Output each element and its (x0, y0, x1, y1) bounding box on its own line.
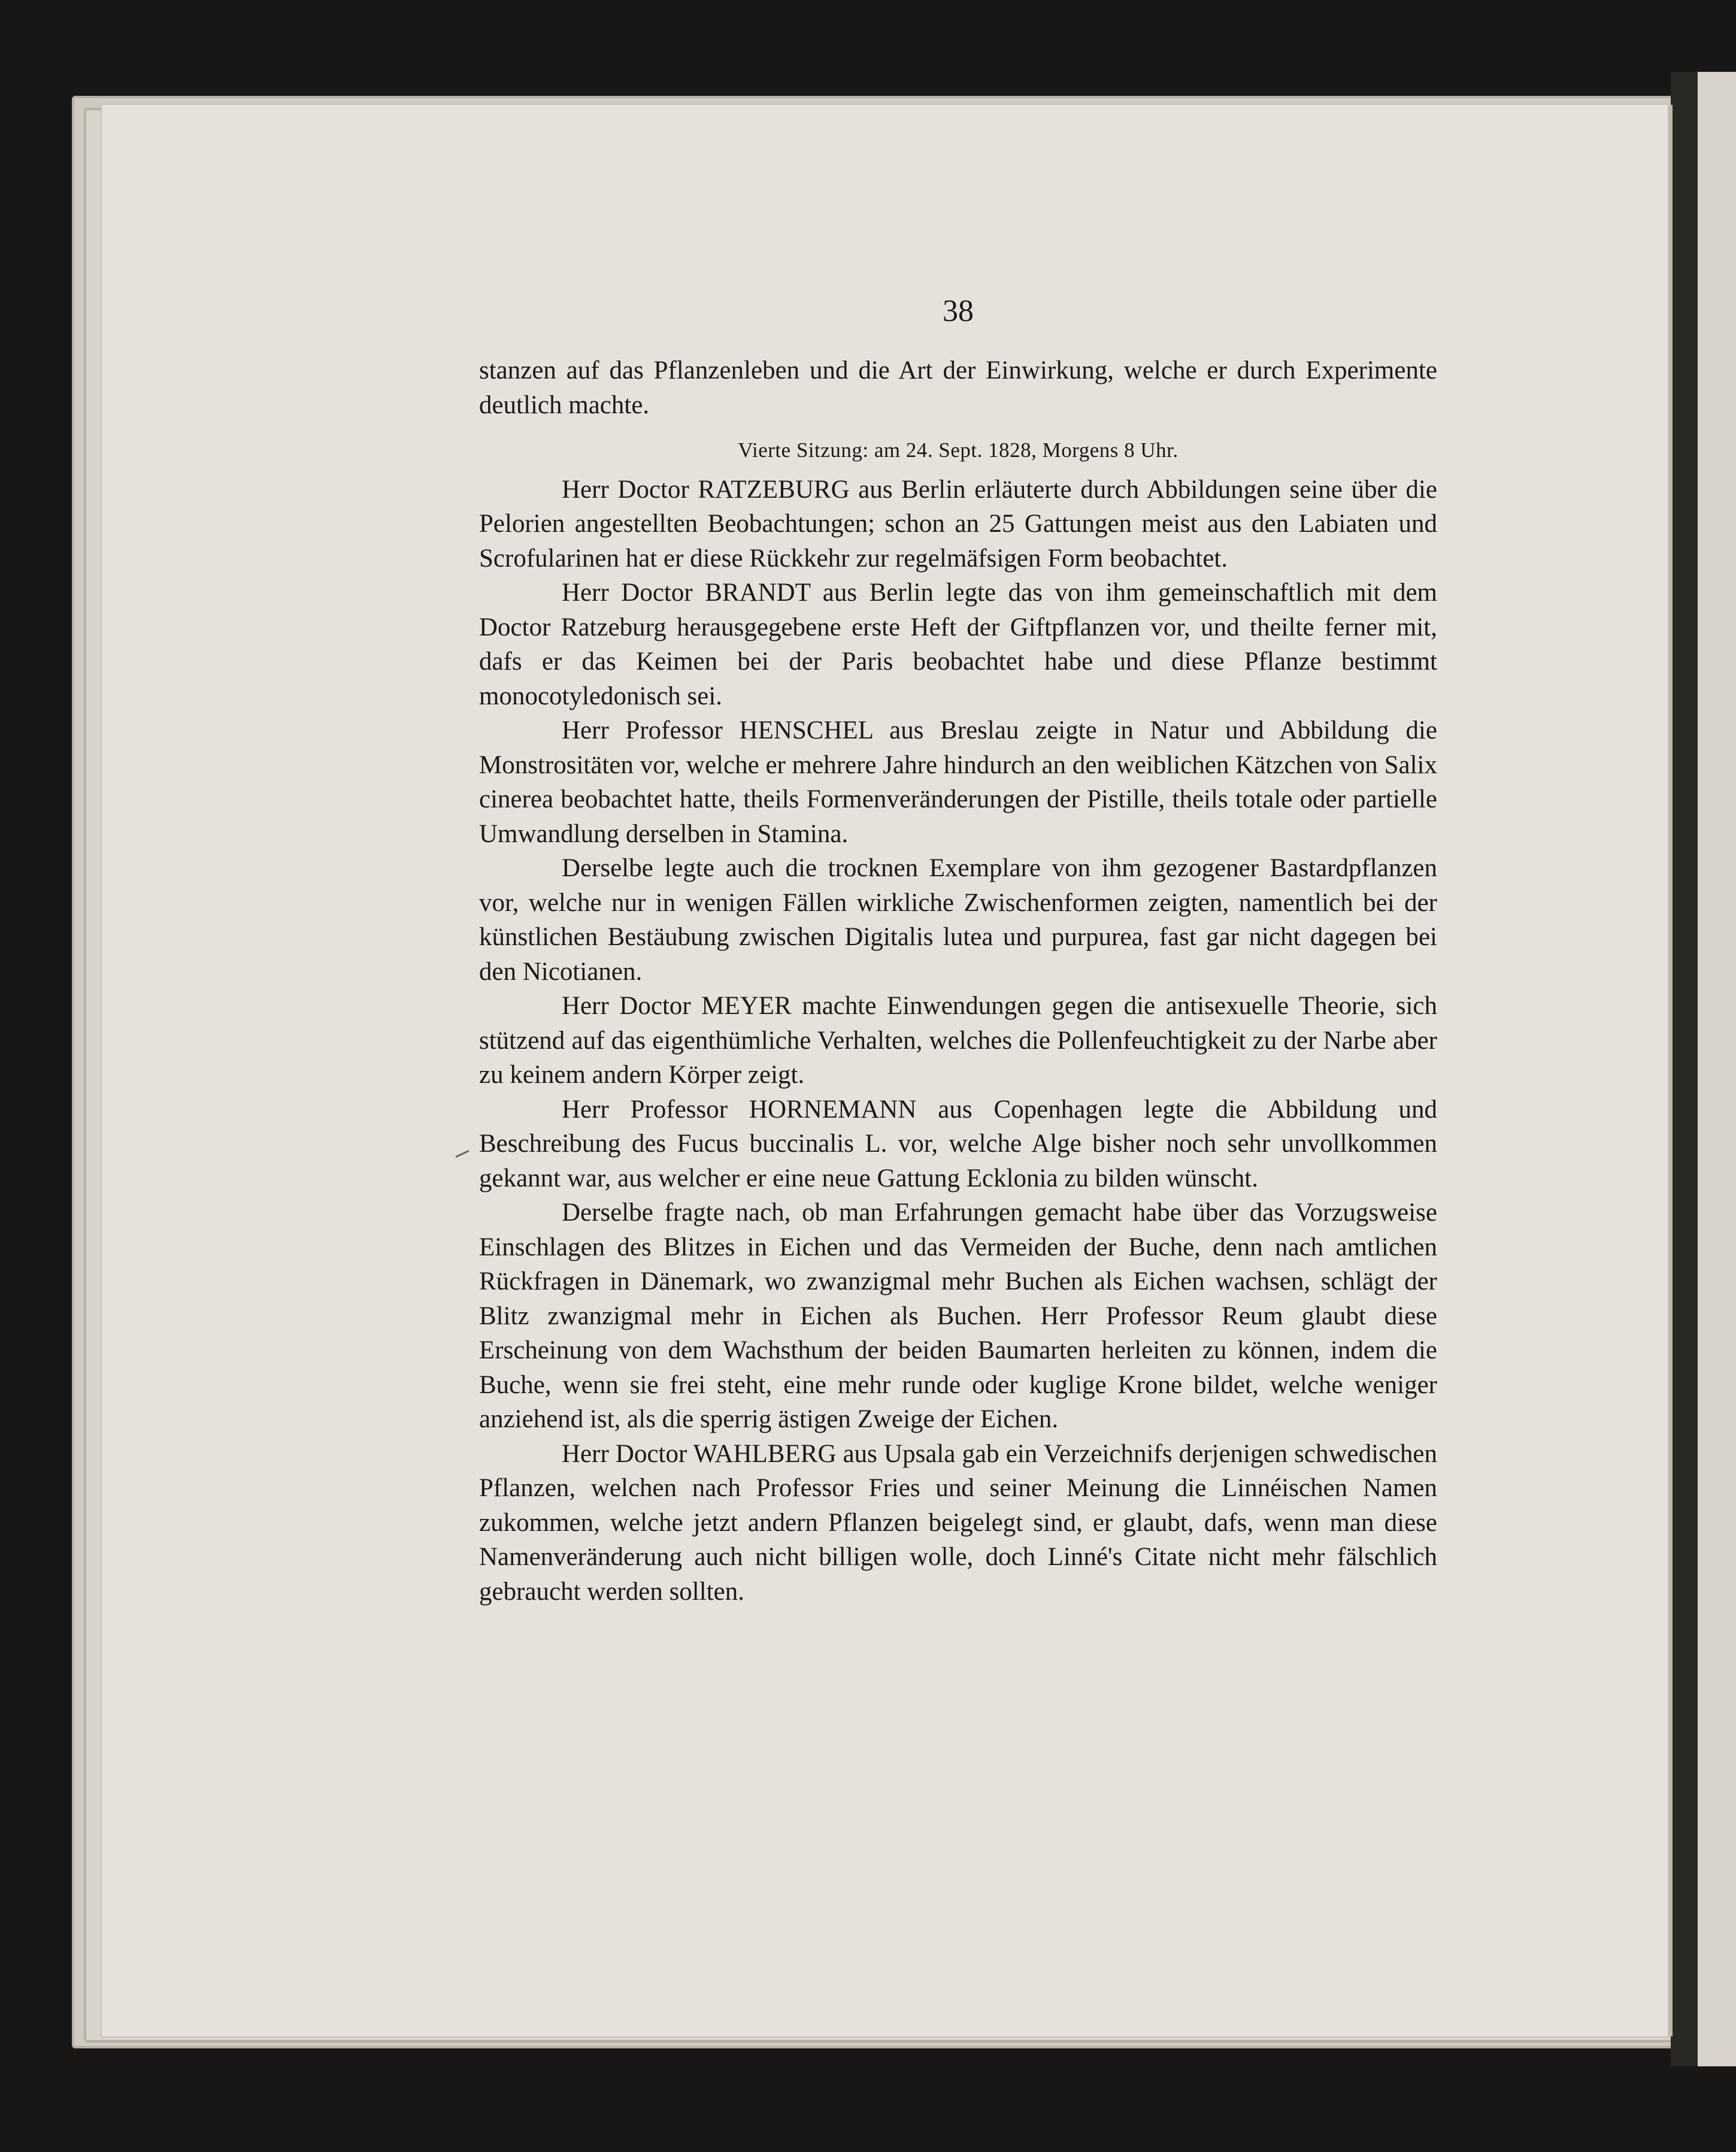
paragraph-wahlberg: Herr Doctor WAHLBERG aus Upsala gab ein Verzeichnifs derjenigen schwedischen Pflanzen, welchen nach Professor Fries und seiner Meinung die Linnéischen Namen zukommen, welche jetzt andern Pflanzen beigelegt sind, er glaubt, dafs, wenn man diese Namenveränderung auch nicht billigen wolle, doch Linné's Citate nicht mehr fälschlich gebraucht werden sollten. (479, 1439, 1437, 1606)
paragraph-hornemann-lightning: Derselbe fragte nach, ob man Erfahrungen gemacht habe über das Vorzugsweise Einschlagen des Blitzes in Eichen und das Vermeiden der Buche, denn nach amtlichen Rückfragen in Dänemark, wo zwanzigmal mehr Buchen als Eichen wachsen, schlägt der Blitz zwanzigmal mehr in Eichen als Buchen. Herr Professor Reum glaubt diese Erscheinung von dem Wachsthum der beiden Baumarten herleiten zu können, indem die Buche, wenn sie frei steht, eine mehr runde oder kuglige Krone bildet, welche weniger anziehend ist, als die sperrig ästigen Zweige der Eichen. (479, 1198, 1437, 1433)
paragraph-ratzeburg: Herr Doctor RATZEBURG aus Berlin erläuterte durch Abbildungen seine über die Pelorien angestellten Beobachtungen; schon an 25 Gattungen meist aus den Labiaten und Scrofularinen hat er diese Rückkehr zur regelmäfsigen Form beobachtet. (479, 475, 1437, 573)
facing-page-edge (1698, 72, 1736, 2066)
paragraph-meyer: Herr Doctor MEYER machte Einwendungen gegen die antisexuelle Theorie, sich stützend auf das eigenthümliche Verhalten, welches die Pollenfeuchtigkeit zu der Narbe aber zu keinem andern Körper zeigt. (479, 992, 1437, 1089)
paragraph-hornemann: Herr Professor HORNEMANN aus Copenhagen legte die Abbildung und Beschreibung des Fucus buccinalis L. vor, welche Alge bisher noch sehr unvollkommen gekannt war, aus welcher er eine neue Gattung Ecklonia zu bilden wünscht. (479, 1095, 1437, 1192)
gutter-shadow (1671, 72, 1698, 2066)
page-number: 38 (943, 294, 974, 328)
paragraph-brandt: Herr Doctor BRANDT aus Berlin legte das von ihm gemeinschaftlich mit dem Doctor Ratzeburg herausgegebene erste Heft der Giftpflanzen vor, und theilte ferner mit, dafs er das Keimen bei der Paris beobachtet habe und diese Pflanze bestimmt monocotyledonisch sei. (479, 579, 1437, 710)
paragraph-continuation: stanzen auf das Pflanzenleben und die Art der Einwirkung, welche er durch Experimente deutlich machte. (479, 356, 1437, 419)
session-heading: Vierte Sitzung: am 24. Sept. 1828, Morgens 8 Uhr. (738, 438, 1178, 462)
page-body (479, 353, 1437, 1609)
paragraph-henschel: Herr Professor HENSCHEL aus Breslau zeigte in Natur und Abbildung die Monstrositäten vor, welche er mehrere Jahre hindurch an den weiblichen Kätzchen von Salix cinerea beobachtet hatte, theils Formenveränderungen der Pistille, theils totale oder partielle Umwandlung derselben in Stamina. (479, 716, 1437, 848)
paragraph-henschel-hybrids: Derselbe legte auch die trocknen Exemplare von ihm gezogener Bastardpflanzen vor, welche nur in wenigen Fällen wirkliche Zwischenformen zeigten, namentlich bei der künstlichen Bestäubung zwischen Digitalis lutea und purpurea, fast gar nicht dagegen bei den Nicotianen. (479, 854, 1437, 986)
